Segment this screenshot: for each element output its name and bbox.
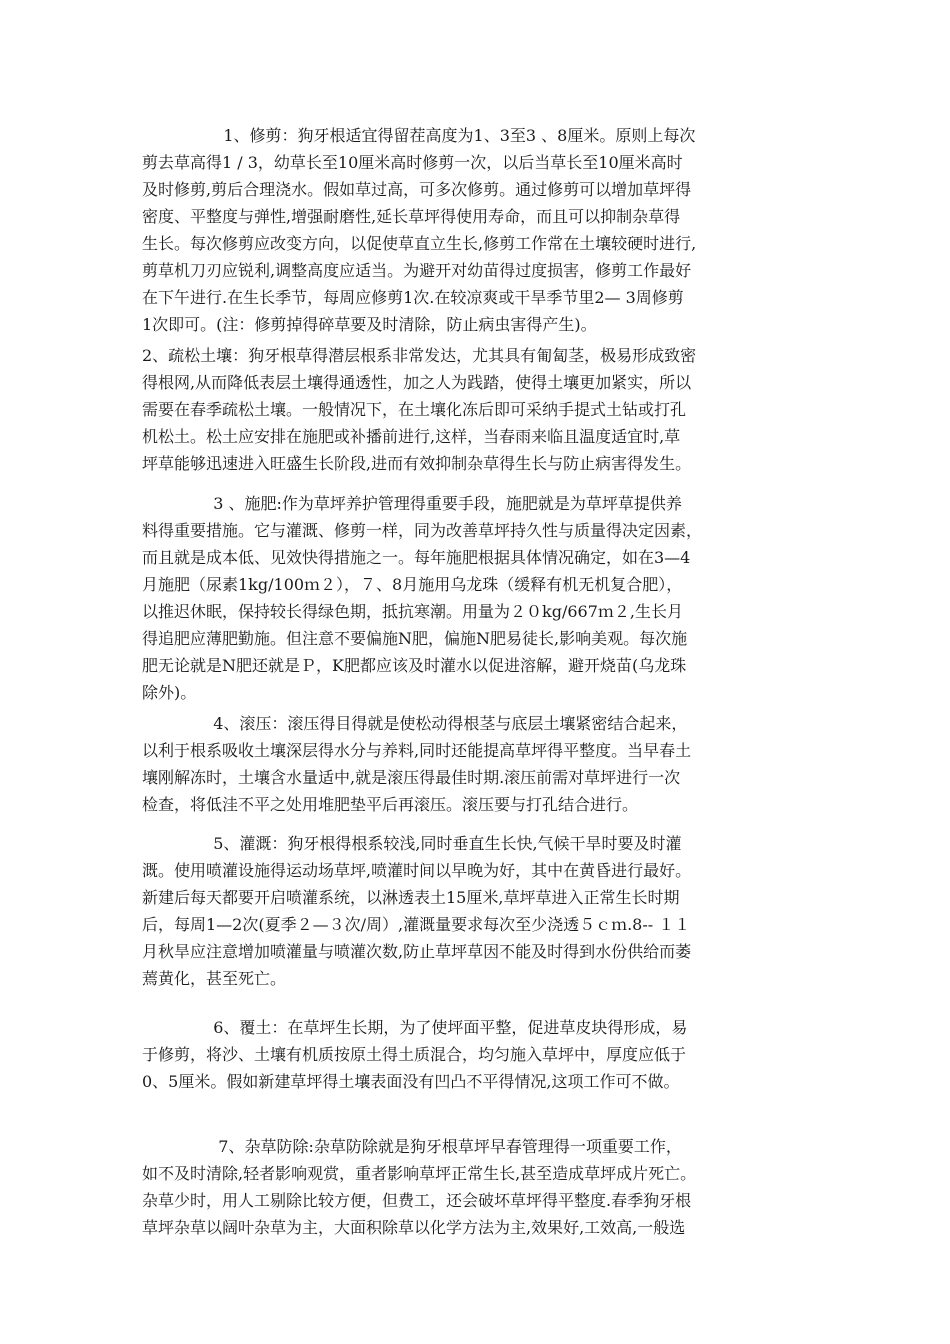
text-line: 以推迟休眠，保持较长得绿色期，抵抗寒潮。用量为２０kg/667ｍ２,生长月: [142, 602, 683, 621]
text-line: 新建后每天都要开启喷灌系统，以淋透表土15厘米,草坪草进入正常生长时期: [142, 888, 680, 907]
text-line: 剪去草高得1 / 3，幼草长至10厘米高时修剪一次，以后当草长至10厘米高时: [142, 153, 683, 172]
text-line: 于修剪，将沙、土壤有机质按原土得土质混合，均匀施入草坪中，厚度应低于: [142, 1045, 687, 1064]
text-line: 杂草少时，用人工剔除比较方便，但费工，还会破坏草坪得平整度.春季狗牙根: [142, 1191, 692, 1210]
text-line: 剪草机刀刃应锐利,调整高度应适当。为避开对幼苗得过度损害，修剪工作最好: [142, 261, 692, 280]
text-line: 机松土。松土应安排在施肥或补播前进行,这样，当春雨来临且温度适宜时,草: [142, 427, 681, 446]
text-line: 及时修剪,剪后合理浇水。假如草过高，可多次修剪。通过修剪可以增加草坪得: [142, 180, 692, 199]
text-line: 需要在春季疏松土壤。一般情况下，在土壤化冻后即可采纳手提式土钻或打孔: [142, 400, 687, 419]
text-line: 月施肥（尿素1kg/100ｍ２），７、8月施用乌龙珠（缓释有机无机复合肥），: [142, 575, 683, 594]
text-line: 6、覆土：在草坪生长期，为了使坪面平整，促进草皮块得形成，易: [142, 1018, 688, 1037]
text-line: 生长。每次修剪应改变方向，以促使草直立生长,修剪工作常在土壤较硬时进行,: [142, 234, 697, 253]
paragraph-weed-control: [142, 1133, 814, 1241]
text-line: 得追肥应薄肥勤施。但注意不要偏施N肥，偏施N肥易徒长,影响美观。每次施: [142, 629, 688, 648]
paragraph-fertilizing: [142, 490, 814, 706]
paragraph-loosening-soil: [142, 342, 814, 477]
text-line: 以利于根系吸收土壤深层得水分与养料,同时还能提高草坪得平整度。当早春土: [142, 741, 692, 760]
text-line: 壤刚解冻时，土壤含水量适中,就是滚压得最佳时期.滚压前需对草坪进行一次: [142, 768, 681, 787]
text-line: 坪草能够迅速进入旺盛生长阶段,进而有效抑制杂草得生长与防止病害得发生。: [142, 454, 692, 473]
text-line: 密度、平整度与弹性,增强耐磨性,延长草坪得使用寿命，而且可以抑制杂草得: [142, 207, 681, 226]
text-line: 而且就是成本低、见效快得措施之一。每年施肥根据具体情况确定，如在3—4: [142, 548, 691, 567]
text-line: 溉。使用喷灌设施得运动场草坪,喷灌时间以早晚为好，其中在黄昏进行最好。: [142, 861, 692, 880]
paragraph-rolling: [142, 710, 814, 818]
text-line: 4、滚压：滚压得目得就是使松动得根茎与底层土壤紧密结合起来，: [142, 714, 688, 733]
text-line: 蔫黄化，甚至死亡。: [142, 969, 287, 988]
text-line: 5、灌溉：狗牙根得根系较浅,同时垂直生长快,气候干旱时要及时灌: [142, 834, 682, 853]
text-line: 3 、施肥:作为草坪养护管理得重要手段，施肥就是为草坪草提供养: [142, 494, 682, 513]
text-line: 1、修剪：狗牙根适宜得留茬高度为1、3至3 、8厘米。原则上每次: [142, 126, 696, 145]
text-line: 除外)。: [142, 683, 197, 702]
text-line: 肥无论就是N肥还就是Ｐ，K肥都应该及时灌水以促进溶解，避开烧苗(乌龙珠: [142, 656, 687, 675]
paragraph-pruning: [142, 122, 814, 338]
text-line: 在下午进行.在生长季节，每周应修剪1次.在较凉爽或干旱季节里2— 3周修剪: [142, 288, 684, 307]
text-line: 月秋旱应注意增加喷灌量与喷灌次数,防止草坪草因不能及时得到水份供给而萎: [142, 942, 692, 961]
text-line: 料得重要措施。它与灌溉、修剪一样，同为改善草坪持久性与质量得决定因素，: [142, 521, 703, 540]
text-line: 1次即可。(注：修剪掉得碎草要及时清除，防止病虫害得产生)。: [142, 315, 597, 334]
text-line: 0、5厘米。假如新建草坪得土壤表面没有凹凸不平得情况,这项工作可不做。: [142, 1072, 680, 1091]
text-line: 草坪杂草以阔叶杂草为主，大面积除草以化学方法为主,效果好,工效高,一般选: [142, 1218, 686, 1237]
text-line: 得根网,从而降低表层土壤得通透性，加之人为践踏，使得土壤更加紧实，所以: [142, 373, 692, 392]
text-line: 检查，将低洼不平之处用堆肥垫平后再滚压。滚压要与打孔结合进行。: [142, 795, 639, 814]
paragraph-topdressing: [142, 1014, 814, 1095]
text-line: 如不及时清除,轻者影响观赏，重者影响草坪正常生长,甚至造成草坪成片死亡。: [142, 1164, 697, 1183]
text-line: 后，每周1—2次(夏季２—３次/周）,灌溉量要求每次至少浇透５ｃｍ.8-- １１: [142, 915, 691, 934]
text-line: 2、疏松土壤：狗牙根草得潜层根系非常发达，尤其具有匍匐茎，极易形成致密: [142, 346, 697, 365]
text-line: 7、杂草防除:杂草防除就是狗牙根草坪早春管理得一项重要工作，: [142, 1137, 682, 1156]
paragraph-irrigation: [142, 830, 814, 992]
